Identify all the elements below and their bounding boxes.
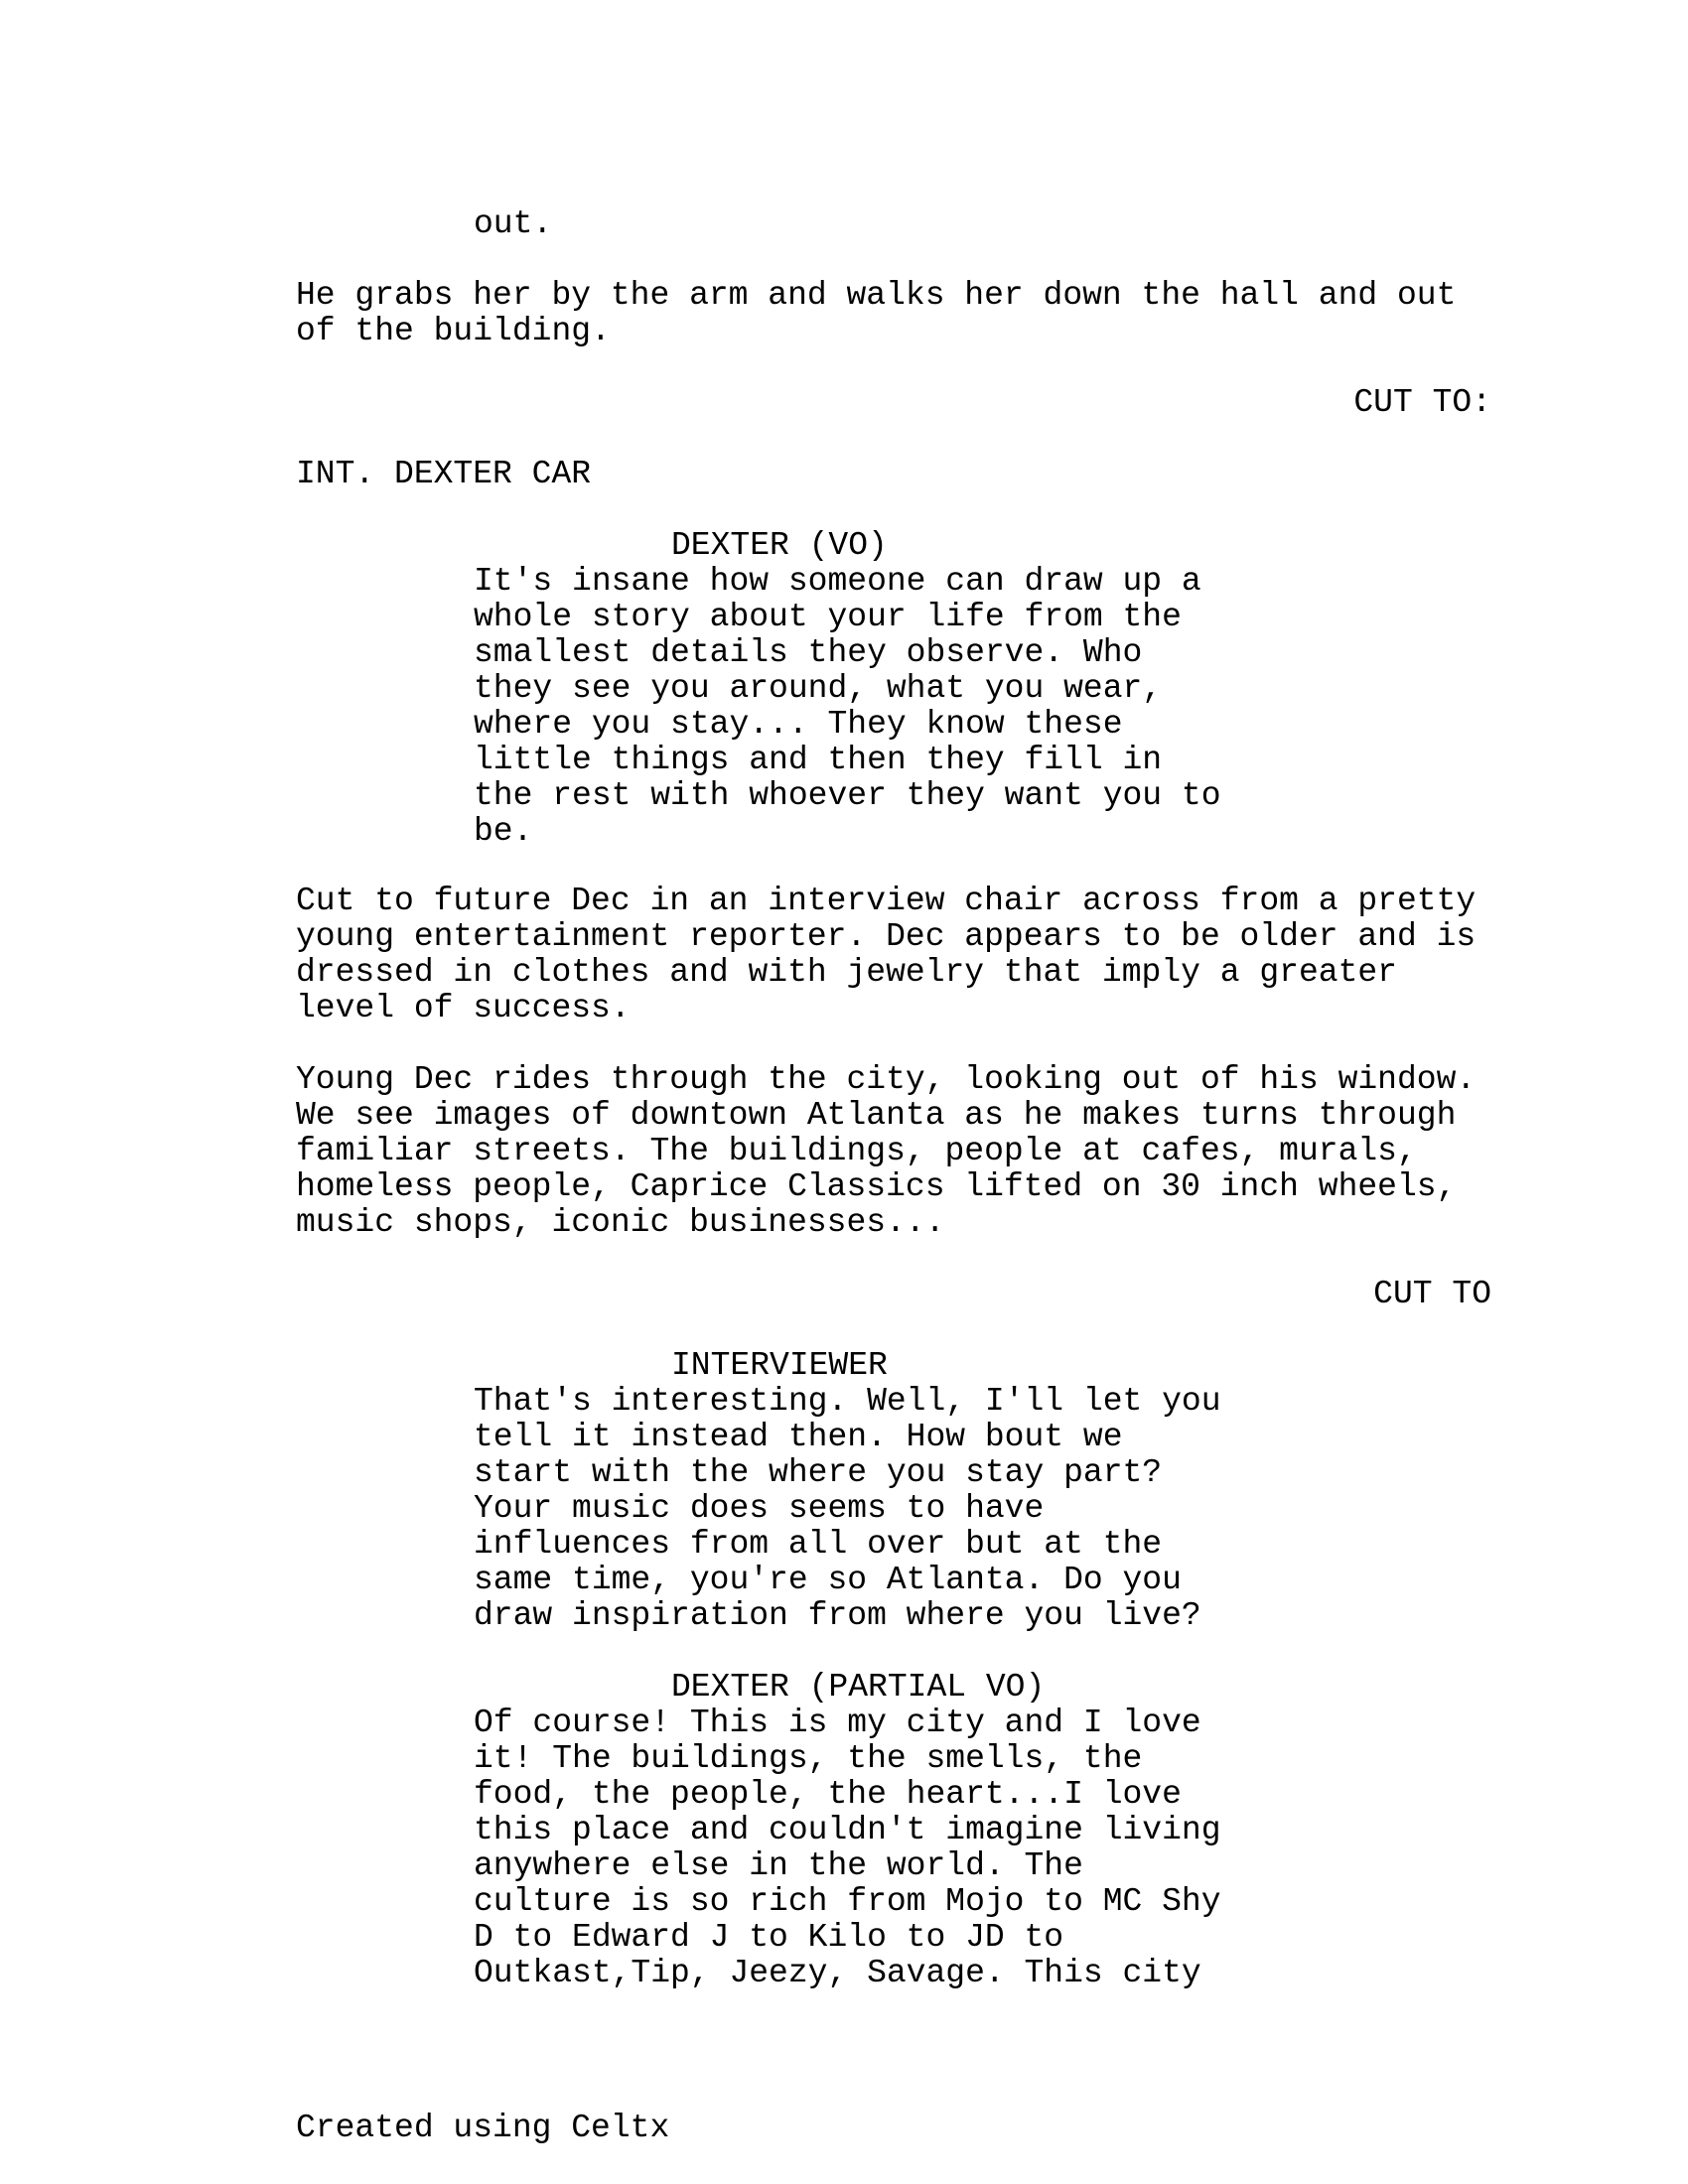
dialogue-line: draw inspiration from where you live?: [474, 1597, 1201, 1634]
dialogue-line: it! The buildings, the smells, the: [474, 1740, 1143, 1777]
dialogue-dexter-vo: [474, 564, 1221, 850]
character-name-dexter-vo: DEXTER (VO): [671, 527, 888, 564]
action-line: young entertainment reporter. Dec appears to be older and is: [296, 918, 1477, 955]
action-line: We see images of downtown Atlanta as he makes turns through: [296, 1097, 1457, 1134]
dialogue-dexter-partial-vo: [474, 1706, 1221, 1991]
character-name-interviewer: INTERVIEWER: [671, 1347, 888, 1384]
dialogue-line: food, the people, the heart...I love: [474, 1776, 1182, 1813]
action-line: familiar streets. The buildings, people at cafes, murals,: [296, 1133, 1417, 1169]
action-line: music shops, iconic businesses...: [296, 1204, 945, 1241]
character-name-dexter-partial-vo: DEXTER (PARTIAL VO): [671, 1669, 1046, 1706]
action-line: of the building.: [296, 313, 611, 349]
dialogue-line: That's interesting. Well, I'll let you: [474, 1383, 1221, 1420]
dialogue-line: same time, you're so Atlanta. Do you: [474, 1562, 1182, 1598]
dialogue-line: anywhere else in the world. The: [474, 1847, 1083, 1884]
dialogue-interviewer: [474, 1384, 1221, 1634]
dialogue-line: whole story about your life from the: [474, 599, 1182, 635]
action-line: homeless people, Caprice Classics lifted on 30 inch wheels,: [296, 1168, 1457, 1205]
dialogue-line: It's insane how someone can draw up a: [474, 563, 1201, 600]
dialogue-line: be.: [474, 813, 533, 850]
transition-cut-to: CUT TO:: [1353, 384, 1491, 421]
dialogue-line: Your music does seems to have: [474, 1490, 1045, 1527]
transition-cut-to: CUT TO: [1373, 1276, 1491, 1312]
dialogue-line: tell it instead then. How bout we: [474, 1419, 1123, 1455]
footer-credit: Created using Celtx: [296, 2110, 670, 2146]
dialogue-line: start with the where you stay part?: [474, 1454, 1163, 1491]
dialogue-line: little things and then they fill in: [474, 742, 1163, 778]
dialogue-line: where you stay... They know these: [474, 706, 1123, 743]
action-line: level of success.: [296, 990, 631, 1026]
dialogue-line: D to Edward J to Kilo to JD to: [474, 1919, 1064, 1956]
dialogue-line: they see you around, what you wear,: [474, 670, 1163, 707]
dialogue-line: culture is so rich from Mojo to MC Shy: [474, 1883, 1221, 1920]
dialogue-line: the rest with whoever they want you to: [474, 777, 1221, 814]
scene-heading: INT. DEXTER CAR: [296, 456, 592, 492]
action-line: Cut to future Dec in an interview chair across from a pretty: [296, 883, 1477, 919]
dialogue-line: influences from all over but at the: [474, 1526, 1163, 1563]
action-line: Young Dec rides through the city, looking out of his window.: [296, 1061, 1477, 1098]
dialogue-line: Of course! This is my city and I love: [474, 1705, 1201, 1741]
dialogue-line: Outkast,Tip, Jeezy, Savage. This city: [474, 1955, 1201, 1991]
continued-dialogue-line: out.: [474, 205, 553, 242]
action-line: dressed in clothes and with jewelry that imply a greater: [296, 954, 1397, 991]
action-line: He grabs her by the arm and walks her down the hall and out: [296, 277, 1457, 314]
dialogue-line: smallest details they observe. Who: [474, 634, 1143, 671]
dialogue-line: this place and couldn't imagine living: [474, 1812, 1221, 1848]
